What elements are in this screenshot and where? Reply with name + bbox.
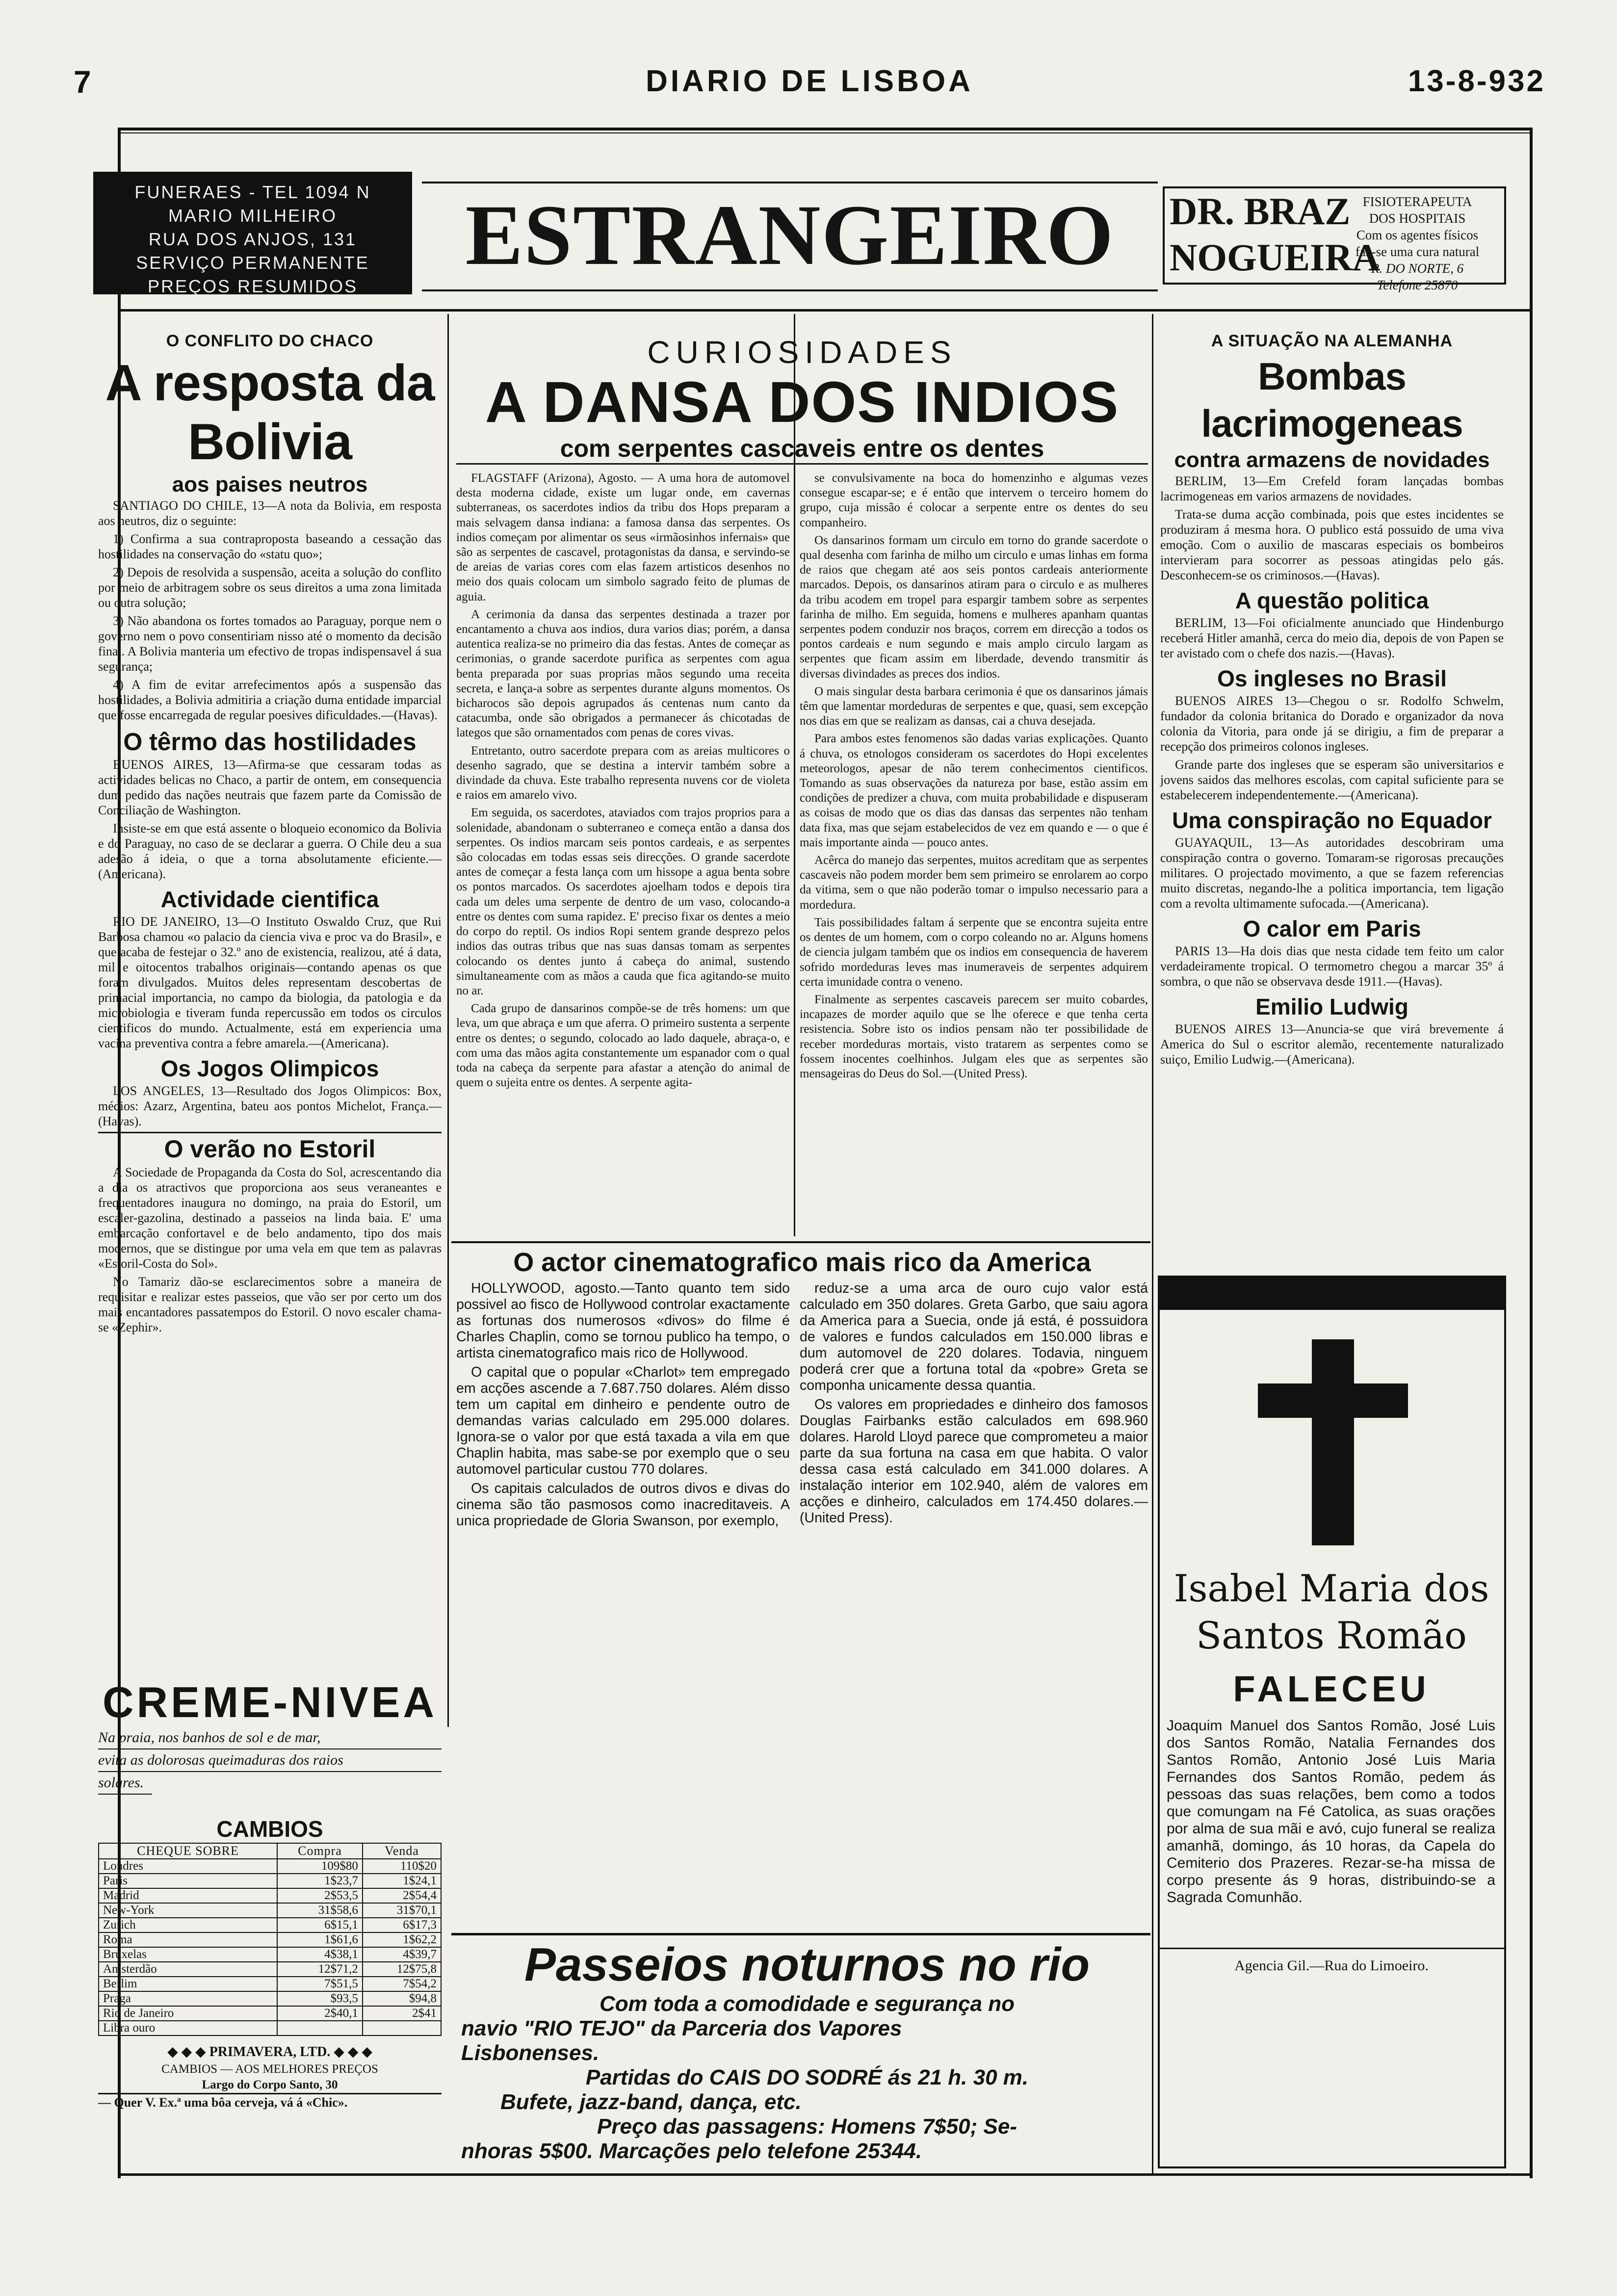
currency: Libra ouro <box>99 2021 277 2035</box>
paragraph: FLAGSTAFF (Arizona), Agosto. — A uma hora de automovel desta moderna cidade, existe um lugar onde, em cavernas subterraneas, os sacerdotes indios da tribu dos Hops preparam a mais selvagem dansa indiana: a famosa dansa das serpentes. Os indios começam por alimentar os seus «irmãosinhos infernais» que são as serpentes de cascavel, protagonistas da dansa, e servindo-se de areias de varias cores com elas fazem artisticos desenhos no meio dos quais colocam um simbolo sagrado feito de plumas de aguia. <box>456 471 790 603</box>
paragraph: BUENOS AIRES 13—Anuncia-se que virá brevemente á America do Sul o escritor alemão, recentemente naturalizado suiço, Emilio Ludwig.—(Americana). <box>1160 1022 1504 1067</box>
actor-title: O actor cinematografico mais rico da America <box>513 1248 1091 1277</box>
column-header: CHEQUE SOBRE <box>99 1843 277 1859</box>
nivea-title: CREME-NIVEA <box>102 1678 438 1726</box>
bottom-rule <box>118 2173 1530 2176</box>
ludwig-title: Emilio Ludwig <box>1255 994 1408 1019</box>
politica-title: A questão politica <box>1235 588 1429 613</box>
buy-rate: 109$80 <box>277 1859 363 1874</box>
buy-rate: 1$23,7 <box>277 1874 363 1888</box>
braz-info-line: Com os agentes físicos <box>1356 228 1479 242</box>
column-rule <box>1152 314 1153 2173</box>
agencia-gil: Agencia Gil.—Rua do Limoeiro. <box>1234 1957 1429 1974</box>
braz-info <box>1331 193 1503 293</box>
paragraph: RIO DE JANEIRO, 13—O Instituto Oswaldo Cruz, que Rui Barbosa chamou «o palacio da ciencia viva e proc va do Brasil», e que acaba de festejar o 32.º ano de existencia, realizou, até á data, mil e oitocentos trabalhos originais—contando apenas os que foram divulgados. Muitos deles representam descobertas de primacial importancia, no campo da biologia, da patologia e da microbiologia e tiveram funda repercussão em todos os circulos cientificos do mundo. Actualmente, está em experiencia uma vacina preventiva contra a febre amarela.—(Americana). <box>98 914 442 1050</box>
currency: Berlim <box>99 1977 277 1991</box>
paragraph: LOS ANGELES, 13—Resultado dos Jogos Olimpicos: Box, médios: Azarz, Argentina, bateu aos pontos Michelot, França.—(Havas). <box>98 1084 442 1128</box>
cross-icon <box>1312 1339 1354 1545</box>
currency: Roma <box>99 1932 277 1947</box>
buy-rate: 1$61,6 <box>277 1932 363 1947</box>
currency: Madrid <box>99 1888 277 1903</box>
table-row <box>99 1918 441 1932</box>
chaco-title: A resposta da Bolivia <box>105 355 435 470</box>
obituary-body: Joaquim Manuel dos Santos Romão, José Luis dos Santos Romão, Natalia Fernandes dos Santos Romão, Antonio José Luis Maria Fernandes dos Santos Romão, pedem ás pessoas das suas relações, bem como a todos que comungam na Fé Catolica, as suas orações por alma de sua mãi e avó, cujo funeral se realiza amanhã, domingo, ás 10 horas, da Capela do Cemiterio dos Prazeres. Rezar-se-ha missa de corpo presente ás 9 horas, distribuindo-se a Sagrada Comunhão. <box>1167 1718 1495 1905</box>
paragraph: Grande parte dos ingleses que se esperam são universitarios e jovens saidos das melhores escolas, com capital suficiente para se estabelecerem independentemente.—(Americana). <box>1160 757 1504 802</box>
column-header: Compra <box>277 1843 363 1859</box>
cambios-table <box>98 1815 442 2111</box>
dansa-column-2 <box>800 471 1148 1084</box>
header-rule <box>118 309 1530 312</box>
sell-rate <box>363 2021 441 2035</box>
termo-title: O têrmo das hostilidades <box>123 728 417 756</box>
paragraph: Acêrca do manejo das serpentes, muitos acreditam que as serpentes cascaveis não podem morder bem sem primeiro se enrolarem ao corpo da vitima, sem o que não poderão tomar o impulso necessario para a mordedura. <box>800 854 1148 912</box>
paragraph: No Tamariz dão-se esclarecimentos sobre a maneira de requisitar e realizar estes passeios, que vão ser por certo um dos mais encantadores passatempos do Estoril. O novo escaler chama-se «Zephir». <box>98 1275 442 1334</box>
sell-rate: 12$75,8 <box>363 1962 441 1977</box>
estoril-title: O verão no Estoril <box>98 1132 442 1165</box>
passeios-line: Lisbonenses. <box>461 2041 600 2065</box>
paragraph: 4) A fim de evitar arrefecimentos após a suspensão das hostilidades, a Bolivia admitiria a criação duma entidade imparcial que fosse encarregada de regular poesives dificuldades.—(Havas). <box>98 678 442 722</box>
table-row <box>99 1932 441 1947</box>
table-row <box>99 1947 441 1962</box>
paragraph: BERLIM, 13—Foi oficialmente anunciado que Hindenburgo receberá Hitler amanhã, cerca do meio dia, depois de von Papen se ter avistado com o chefe dos nazis.—(Havas). <box>1160 616 1504 660</box>
braz-info-line: FISIOTERAPEUTA <box>1362 194 1472 209</box>
paragraph: Finalmente as serpentes cascaveis parecem ser muito cobardes, incapazes de morder aquilo que se lhe oferece e que tenha certa resistencia. Sobre isto os indios pensam não ter possibilidade de receber mordeduras mortais, visto tratarem as serpentes como se fossem inocentes coelhinhos. Julgam eles que as serpentes são mensageiras do Deus do Sol.—(United Press). <box>800 992 1148 1080</box>
paragraph: GUAYAQUIL, 13—As autoridades descobriram uma conspiração contra o governo. Tomaram-se rigorosas precauções militares. O projectado movimento, a que se fazem referencias muito discretas, negando-lhe a politica importancia, tem ligação com a revolta ultimamente sufocada.—(Americana). <box>1160 835 1504 911</box>
paragraph: BUENOS AIRES 13—Chegou o sr. Rodolfo Schwelm, fundador da colonia britanica do Dorado e organizador da nova colonia da Vitoria, para onde já se dirigiu, a fim de preparar a recepção dos primeiros colonos ingleses. <box>1160 694 1504 754</box>
actor-column-2 <box>800 1280 1148 1529</box>
equador-title: Uma conspiração no Equador <box>1172 808 1492 833</box>
right-column <box>1160 334 1504 1070</box>
ingleses-title: Os ingleses no Brasil <box>1217 666 1447 691</box>
table-row <box>99 1991 441 2006</box>
passeios-rule <box>451 1933 1150 1935</box>
issue-date: 13-8-932 <box>1408 64 1545 98</box>
currency: Rio de Janeiro <box>99 2006 277 2021</box>
calor-title: O calor em Paris <box>1243 916 1421 941</box>
sell-rate: 4$39,7 <box>363 1947 441 1962</box>
buy-rate: 31$58,6 <box>277 1903 363 1918</box>
funeraes-ad <box>93 172 412 294</box>
paragraph: A cerimonia da dansa das serpentes destinada a trazer por encantamento a chuva aos indios, dura varios dias; porém, a dansa autentica realiza-se no primeiro dia das festas. Antes de começar as cerimonias, o grande sacerdote purifica as serpentes com agua benta preparada por suas proprias mãos segundo uma receita secreta, e lança-a sobre as serpentes durante alguns momentos. Os bicharocos são depois agrupados ás centenas num canto da catacumba, onde são obrigados a permanecer ás chicotadas de lategos que são ornamentados com penas de cores vivas. <box>456 607 790 740</box>
paragraph: Para ambos estes fenomenos são dadas varias explicações. Quanto á chuva, os etnologos consideram os sacerdotes do Hopi excelentes meteorologos, apesar de não terem conhecimentos cientificos. Tomando as suas observações da natureza por base, estão assim em condições de predizer a chuva, com muita probabilidade e dispuseram as coisas de modo que os dias das dansas das serpentes não tenham data fixa, mas que sejam estabelecidos de vez em quando e — o que é mais importante ainda — pouco antes. <box>800 732 1148 849</box>
braz-nogueira-ad <box>1163 186 1506 292</box>
table-row <box>99 1859 441 1874</box>
paragraph: 3) Não abandona os fortes tomados ao Paraguay, porque nem o governo nem o povo consentiriam nisso até o momento da decisão final. A Bolivia manteria um efectivo de tropas indispensavel á sua segurança; <box>98 614 442 674</box>
paragraph: O mais singular desta barbara cerimonia é que os dansarinos jámais têm que lamentar mordeduras de serpentes e que, quasi, sem excepção nos dias em que se realizam as dansas, cai a chuva desejada. <box>800 684 1148 728</box>
paragraph: reduz-se a uma arca de ouro cujo valor está calculado em 350 dolares. Greta Garbo, que saiu agora da America para a Suecia, onde já está, é possuidora de valores e fundos calculados em 150.000 libras e dum automovel de 220 dolares. Todavia, ninguem poderá crer que a fortuna total da «pobre» Greta se componha unicamente dessa quantia. <box>800 1280 1148 1393</box>
chic-ad: — Quer V. Ex.ª uma bôa cerveja, vá á «Chic». <box>98 2095 348 2110</box>
sell-rate: 1$24,1 <box>363 1874 441 1888</box>
braz-info-line: Telefone 25870 <box>1377 278 1458 292</box>
column-header: Venda <box>363 1843 441 1859</box>
jogos-title: Os Jogos Olimpicos <box>160 1056 379 1081</box>
paragraph: Trata-se duma acção combinada, pois que estes incidentes se produziram á mesma hora. O publico está possuido de uma viva emoção. Com o auxilio de mascaras especiais os bombeiros intervieram para socorrer as pessoas atingidas pelo gás. Desconhecem-se os criminosos.—(Havas). <box>1160 507 1504 582</box>
newspaper-title: DIARIO DE LISBOA <box>646 64 973 98</box>
sell-rate: 6$17,3 <box>363 1918 441 1932</box>
paragraph: Os capitais calculados de outros divos e divas do cinema são tão pasmosos como inacreditaveis. A unica propriedade de Gloria Swanson, por exemplo, <box>456 1481 790 1529</box>
bombas-subtitle: contra armazens de novidades <box>1174 448 1490 472</box>
sell-rate: 7$54,2 <box>363 1977 441 1991</box>
table-header-row <box>99 1843 441 1859</box>
table-row <box>99 1962 441 1977</box>
column-rule <box>447 314 449 1727</box>
paragraph: Tais possibilidades faltam á serpente que se encontra sujeita entre os dentes de um homem, com o corpo coleando no ar. Alguns homens de ciencia julgam também que os indios em consequencia de haverem sofrido mordeduras leves mas inumeraveis de serpentes adquirem certa imunidade contra o veneno. <box>800 915 1148 989</box>
actor-column-1 <box>456 1280 790 1532</box>
table-row <box>99 1903 441 1918</box>
paragraph: Cada grupo de dansarinos compõe-se de três homens: um que leva, um que abraça e um que aferra. O primeiro sustenta a serpente entre os dentes; o segundo, colocado ao lado daquele, abraça-o, e com uma das mãos agita constantemente um espanador com o qual toda na cabeça da serpente para afastar a atenção do animal de quem o sujeita entre os dentes. A serpente agita- <box>456 1002 790 1090</box>
braz-info-line: DOS HOSPITAIS <box>1369 211 1466 226</box>
table-row <box>99 1874 441 1888</box>
sell-rate: 2$54,4 <box>363 1888 441 1903</box>
cambios-title: CAMBIOS <box>216 1816 323 1842</box>
masthead <box>74 64 1545 108</box>
paragraph: BERLIM, 13—Em Crefeld foram lançadas bombas lacrimogeneas em varios armazens de novidades. <box>1160 474 1504 503</box>
currency: Paris <box>99 1874 277 1888</box>
paragraph: Os valores em propriedades e dinheiro dos famosos Douglas Fairbanks estão calculados em 698.960 dolares. Harold Lloyd parece que comprometeu a maior parte da sua fortuna na casa em que habita. O valor dessa casa está calculado em 341.000 dolares. A instalação interior em 102.940, além de valores em acções e dinheiro, calculados em 174.450 dolares.—(United Press). <box>800 1397 1148 1526</box>
deceased-name-line1: Isabel Maria dos <box>1174 1566 1489 1610</box>
actor-rule <box>451 1241 1150 1243</box>
deceased-name <box>1160 1565 1503 1659</box>
section-title-rule-bottom <box>422 289 1158 291</box>
funeraes-line: PREÇOS RESUMIDOS <box>147 276 358 296</box>
primavera-name: ◆ ◆ ◆ PRIMAVERA, LTD. ◆ ◆ ◆ <box>167 2044 372 2060</box>
dansa-subtitle: com serpentes cascaveis entre os dentes <box>456 434 1148 465</box>
section-title-rule-top <box>422 182 1158 183</box>
nivea-line: evita as dolorosas queimaduras dos raios <box>98 1749 442 1772</box>
currency: New-York <box>99 1903 277 1918</box>
nivea-line: Na praia, nos banhos de sol e de mar, <box>98 1727 442 1749</box>
obituary <box>1158 1276 1506 2168</box>
primavera-address: Largo do Corpo Santo, 30 <box>98 2077 442 2094</box>
funeraes-line: SERVIÇO PERMANENTE <box>136 253 369 273</box>
buy-rate: 6$15,1 <box>277 1918 363 1932</box>
nivea-line: solares. <box>98 1772 152 1795</box>
top-rule <box>118 128 1530 130</box>
deceased-name-line2: Santos Romão <box>1196 1614 1467 1657</box>
cross-icon-bar <box>1258 1383 1408 1418</box>
passeios-line: Bufete, jazz-band, dança, etc. <box>500 2090 802 2114</box>
table-row <box>99 2021 441 2035</box>
bombas-title: Bombas lacrimogeneas <box>1201 355 1463 445</box>
paragraph: 1) Confirma a sua contraproposta baseando a cessação das hostilidades na conservação do «statu quo»; <box>98 532 442 561</box>
faleceu: FALECEU <box>1233 1669 1430 1709</box>
buy-rate: 7$51,5 <box>277 1977 363 1991</box>
paragraph: Insiste-se em que está assente o bloqueio economico da Bolivia e do Paraguay, no caso de se declarar a guerra. O Chile deu a sua adesão á ideia, o que a torna absolutamente eficiente.—(Americana). <box>98 821 442 881</box>
passeios-line: navio "RIO TEJO" da Parceria dos Vapores <box>461 2016 902 2040</box>
sell-rate: 110$20 <box>363 1859 441 1874</box>
sell-rate: $94,8 <box>363 1991 441 2006</box>
currency: Bruxelas <box>99 1947 277 1962</box>
buy-rate: 12$71,2 <box>277 1962 363 1977</box>
passeios-line: nhoras 5$00. Marcações pelo telefone 25344. <box>461 2139 922 2163</box>
funeraes-line: RUA DOS ANJOS, 131 <box>148 229 357 249</box>
buy-rate: 2$40,1 <box>277 2006 363 2021</box>
chaco-body <box>98 498 442 723</box>
cambios-rates <box>98 1843 442 2036</box>
paragraph: se convulsivamente na boca do homenzinho e algumas vezes consegue escapar-se; e é então que intervem o terceiro homem do grupo, cuja missão é colocar a serpente entre os dentes do seu companheiro. <box>800 471 1148 529</box>
passeios-line: Partidas do CAIS DO SODRÉ ás 21 h. 30 m. <box>585 2065 1029 2089</box>
nivea-ad <box>98 1678 442 1800</box>
table-row <box>99 1888 441 1903</box>
alemanha-kicker: A SITUAÇÃO NA ALEMANHA <box>1211 332 1453 350</box>
top-rule-thin <box>118 132 1530 133</box>
page-number: 7 <box>74 64 91 100</box>
table-row <box>99 1977 441 1991</box>
dansa-column-1 <box>456 471 790 1093</box>
passeios-line: Com toda a comodidade e segurança no <box>600 1992 1015 2016</box>
table-row <box>99 2006 441 2021</box>
passeios-line: Preço das passagens: Homens 7$50; Se- <box>597 2114 1017 2139</box>
left-column <box>98 334 442 1338</box>
curiosidades-kicker: CURIOSIDADES <box>647 335 957 370</box>
braz-name-line1: DR. BRAZ <box>1170 190 1351 233</box>
sell-rate: 1$62,2 <box>363 1932 441 1947</box>
currency: Praga <box>99 1991 277 2006</box>
actividade-title: Actividade cientifica <box>160 887 379 912</box>
chaco-kicker: O CONFLITO DO CHACO <box>166 332 374 350</box>
passeios-title: Passeios noturnos no rio <box>524 1938 1090 1991</box>
buy-rate: 2$53,5 <box>277 1888 363 1903</box>
paragraph: Em seguida, os sacerdotes, ataviados com trajos proprios para a solenidade, abandonam o subterraneo e começa então a dansa dos serpentes. Os indios marcam seis pontos cardeais, e as serpentes são colocadas em todas essas seis direcções. O grande sacerdote antes de começar a festa lança com um hissope a agua benta sobre os pontos marcados. Os sacerdotes ajoelham todos e depois tira cada um deles uma serpente de dentro de um vaso, colocando-a entre os dentes com suma rapidez. E' preciso fixar os dentes a meio do corpo do reptil. Os indios Ropi sentem grande desprezo pelos indios das outras tribus que nas suas dansas tomam as serpentes colocando os dentes junto á cabeça do animal, sustendo simultaneamente com as mãos a cauda que fica agitando-se muito no ar. <box>456 806 790 997</box>
braz-info-line: R. DO NORTE, 6 <box>1371 261 1464 276</box>
sell-rate: 2$41 <box>363 2006 441 2021</box>
braz-name-line2: NOGUEIRA <box>1170 236 1381 279</box>
paragraph: PARIS 13—Ha dois dias que nesta cidade tem feito um calor verdadeiramente tropical. O termometro chegou a marcar 35º á sombra, o que não se observava desde 1911.—(Havas). <box>1160 944 1504 989</box>
sell-rate: 31$70,1 <box>363 1903 441 1918</box>
paragraph: BUENOS AIRES, 13—Afirma-se que cessaram todas as actividades belicas no Chaco, a partir de ontem, em consequencia dum pedido das nações neutrais que fazem parte da Comissão de Conciliação de Washington. <box>98 757 442 817</box>
currency: Amsterdão <box>99 1962 277 1977</box>
curiosidades-header <box>456 334 1148 465</box>
funeraes-line: MARIO MILHEIRO <box>168 206 338 226</box>
paragraph: 2) Depois de resolvida a suspensão, aceita a solução do conflito por meio de arbitragem sobre os seus direitos a uma zona limitada ou outra solução; <box>98 565 442 610</box>
chaco-subtitle: aos paises neutros <box>172 472 368 496</box>
paragraph: O capital que o popular «Charlot» tem empregado em acções ascende a 7.687.750 dolares. Além disso tem um capital em dinheiro e pendente outro de demandas varias calculado em 295.000 dolares. Ignora-se o valor por que está taxada a vila em que Chaplin habita, mas sabe-se por exemplo que o seu automovel particular custou 770 dolares. <box>456 1364 790 1477</box>
buy-rate <box>277 2021 363 2035</box>
funeraes-line: FUNERAES - TEL 1094 N <box>134 182 371 202</box>
paragraph: Os dansarinos formam um circulo em torno do grande sacerdote o qual desenha com farinha de milho um circulo e umas linhas em forma de raios que chegam até aos seis pontos cardeais anteriormente marcados. Depois, os dansarinos atiram para o circulo e as mulheres da tribu acodem em tropel para espargir tambem sobre as serpentes farinha de milho. Em seguida, homens e mulheres apanham quantas serpentes podem conduzir nos braços, correm em direcção a todos os pontos cardeais e num segundo e mais amplo circulo largam as serpentes que ficam assim em liberdade, devendo transmitir ás diversas divindades as preces dos indios. <box>800 533 1148 680</box>
dansa-title: A DANSA DOS INDIOS <box>485 370 1120 435</box>
paragraph: A Sociedade de Propaganda da Costa do Sol, acrescentando dia a dia os atractivos que proporciona aos seus veraneantes e frequentadores inaugura no domingo, na praia do Estoril, um escaler-gazolina, destinado a passeios na linda baia. E' uma embarcação confortavel e de belo andamento, tipo dos mais modernos, que se distingue por uma vela em que tem as palavras «Estoril-Costa do Sol». <box>98 1165 442 1271</box>
currency: Londres <box>99 1859 277 1874</box>
currency: Zurich <box>99 1918 277 1932</box>
paragraph: HOLLYWOOD, agosto.—Tanto quanto tem sido possivel ao fisco de Hollywood controlar exactamente as fortunas dos numerosos «divos» do filme é Charles Chaplin, como se tornou publico ha tempo, o artista cinematografico mais rico de Hollywood. <box>456 1280 790 1361</box>
braz-info-line: faz-se uma cura natural <box>1355 244 1480 259</box>
buy-rate: $93,5 <box>277 1991 363 2006</box>
paragraph: Entretanto, outro sacerdote prepara com as areias multicores o desenho sagrado, que se destina a intervir também sobre a divindade da chuva. Este trabalho representa nuvens cor de violeta e raios em amarelo vivo. <box>456 744 790 802</box>
buy-rate: 4$38,1 <box>277 1947 363 1962</box>
passeios-ad <box>461 1938 1153 2163</box>
paragraph: SANTIAGO DO CHILE, 13—A nota da Bolivia, em resposta aos neutros, diz o seguinte: <box>98 498 442 528</box>
section-title: ESTRANGEIRO <box>465 187 1115 283</box>
primavera-line: CAMBIOS — AOS MELHORES PREÇOS <box>161 2062 378 2076</box>
